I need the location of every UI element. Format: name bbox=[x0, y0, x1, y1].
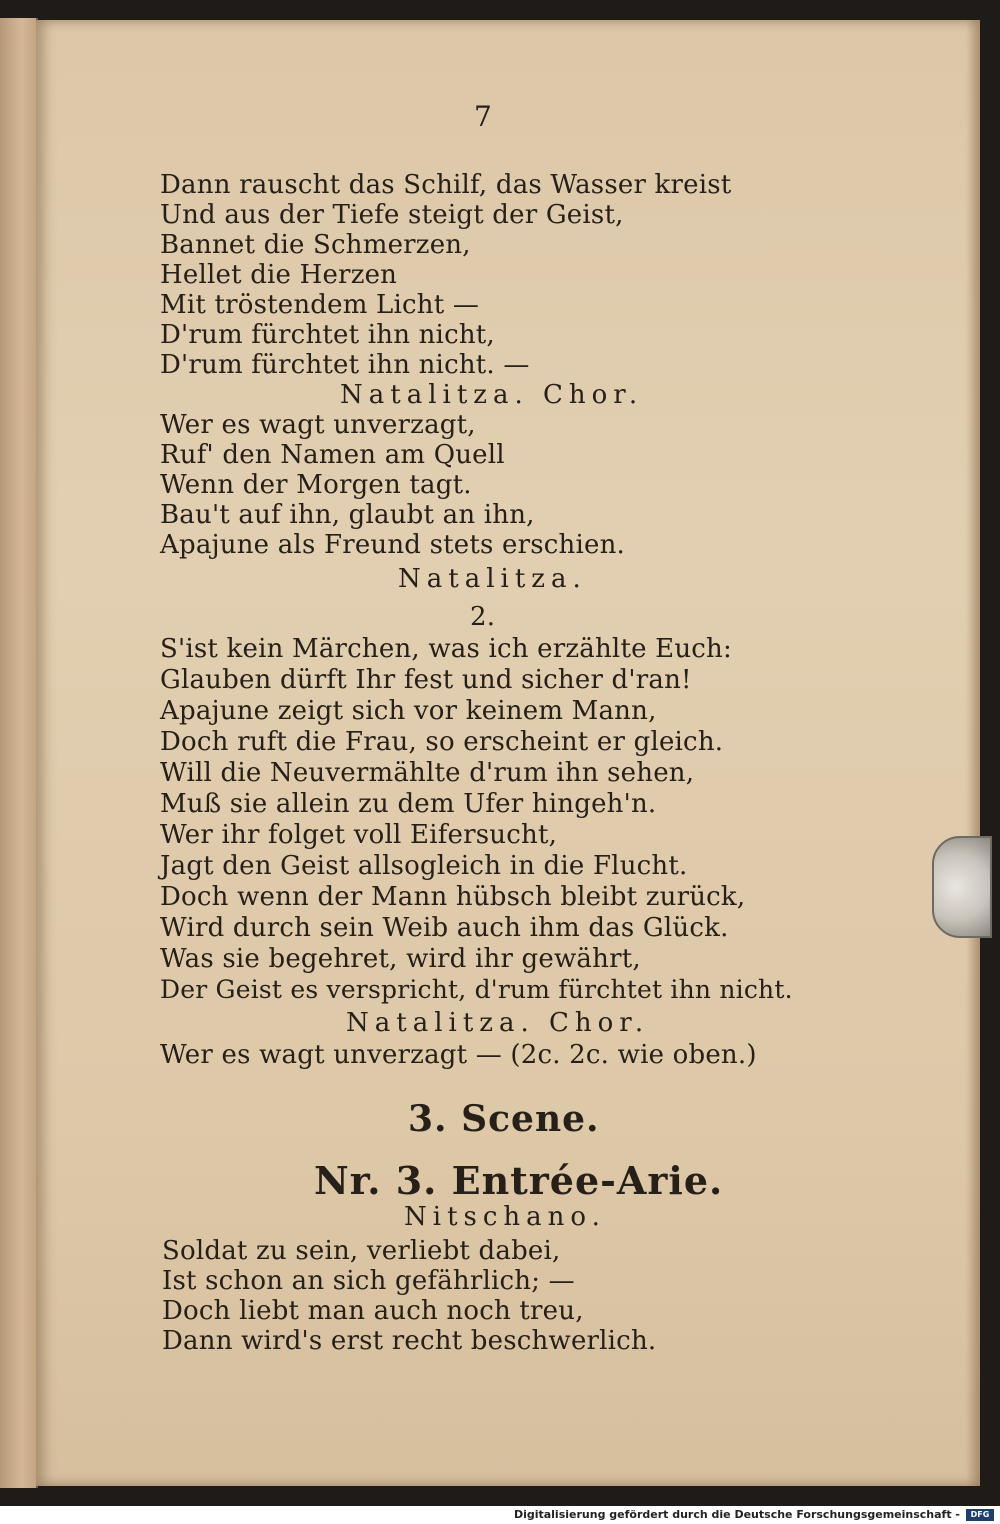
verse-line: Bannet die Schmerzen, bbox=[160, 230, 471, 260]
dfg-logo: DFG bbox=[966, 1509, 994, 1521]
verse-line: Doch ruft die Frau, so erscheint er gleich. bbox=[160, 727, 724, 757]
verse-line: D'rum fürchtet ihn nicht, bbox=[160, 320, 495, 350]
verse-line: Doch liebt man auch noch treu, bbox=[162, 1296, 584, 1326]
speaker-heading: Natalitza. Chor. bbox=[346, 1008, 650, 1038]
verse-line: Apajune zeigt sich vor keinem Mann, bbox=[160, 696, 657, 726]
footer-credit: Digitalisierung gefördert durch die Deutsche Forschungsgemeinschaft - bbox=[513, 1508, 960, 1521]
verse-line: Was sie begehret, wird ihr gewährt, bbox=[160, 944, 641, 974]
verse-line: D'rum fürchtet ihn nicht. — bbox=[160, 350, 530, 380]
verse-number: 2. bbox=[470, 602, 496, 632]
verse-line: Und aus der Tiefe steigt der Geist, bbox=[160, 200, 624, 230]
verse-line: Mit tröstendem Licht — bbox=[160, 290, 480, 320]
verse-line: Wer ihr folget voll Eifersucht, bbox=[160, 820, 558, 850]
scene-heading: 3. Scene. bbox=[408, 1098, 600, 1140]
verse-line: Der Geist es verspricht, d'rum fürchtet ihn nicht. bbox=[160, 975, 793, 1004]
verse-line: Wird durch sein Weib auch ihm das Glück. bbox=[160, 913, 729, 943]
verse-line: Dann rauscht das Schilf, das Wasser kreist bbox=[160, 170, 732, 200]
verse-line: Glauben dürft Ihr fest und sicher d'ran! bbox=[160, 665, 692, 695]
verse-line: Doch wenn der Mann hübsch bleibt zurück, bbox=[160, 882, 746, 912]
verse-line: Bau't auf ihn, glaubt an ihn, bbox=[160, 500, 535, 530]
verse-line: Wenn der Morgen tagt. bbox=[160, 470, 472, 500]
digitization-footer bbox=[0, 1506, 1000, 1524]
verse-line: Muß sie allein zu dem Ufer hingeh'n. bbox=[160, 789, 657, 819]
verse-line: Apajune als Freund stets erschien. bbox=[160, 530, 626, 560]
number-heading: Nr. 3. Entrée-Arie. bbox=[314, 1158, 724, 1203]
verse-line: Hellet die Herzen bbox=[160, 260, 398, 290]
verse-line: Ruf' den Namen am Quell bbox=[160, 440, 505, 470]
verse-line: Will die Neuvermählte d'rum ihn sehen, bbox=[160, 758, 695, 788]
verse-line: Ist schon an sich gefährlich; — bbox=[162, 1266, 575, 1296]
verse-line: Wer es wagt unverzagt — (2c. 2c. wie oben.) bbox=[160, 1040, 757, 1070]
speaker-heading: Nitschano. bbox=[404, 1202, 606, 1232]
verse-line: Soldat zu sein, verliebt dabei, bbox=[162, 1236, 561, 1266]
verse-line: Jagt den Geist allsogleich in die Flucht. bbox=[160, 851, 688, 881]
speaker-heading: Natalitza. bbox=[398, 564, 587, 594]
verse-line: Wer es wagt unverzagt, bbox=[160, 410, 476, 440]
speaker-heading: Natalitza. Chor. bbox=[340, 380, 644, 410]
verse-line: S'ist kein Märchen, was ich erzählte Euch: bbox=[160, 634, 732, 664]
page-number: 7 bbox=[474, 100, 492, 133]
verse-line: Dann wird's erst recht beschwerlich. bbox=[162, 1326, 657, 1356]
